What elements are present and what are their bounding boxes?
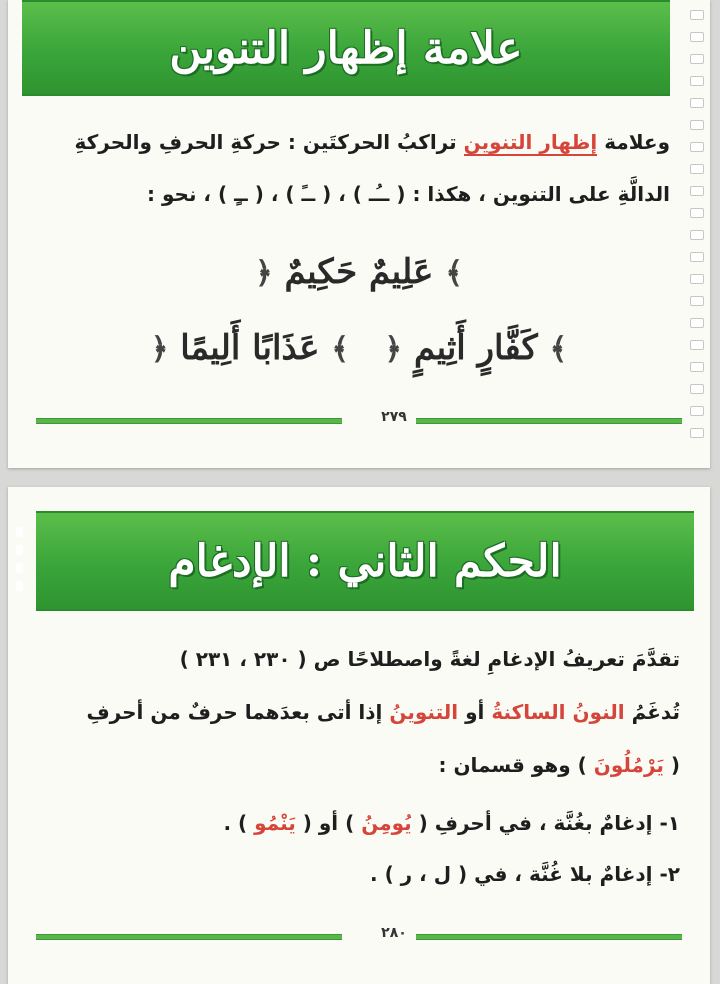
text-run: ٢- إدغامٌ بلا غُنَّة ، في ( ل ، ر ) . <box>370 862 680 886</box>
page-footer <box>36 409 682 428</box>
list-item <box>224 811 681 835</box>
text-run: إذا أتى بعدَهما حرفٌ من أحرفِ <box>86 700 383 724</box>
highlighted-term: النونُ الساكنةُ <box>491 700 625 724</box>
text-run: ) . <box>223 811 248 835</box>
page-280 <box>8 487 710 984</box>
ornament-bracket: ﴿ <box>384 332 403 367</box>
highlighted-term: التنوينُ <box>389 700 459 724</box>
paragraph-line <box>75 130 670 154</box>
quran-verse <box>8 252 710 292</box>
highlighted-term: إظهار التنوين <box>463 130 598 154</box>
text-run: الدالَّةِ على التنوين ، هكذا : ( ــُـ ) ، ( ــً ) ، ( ــٍ ) ، نحو : <box>147 182 670 206</box>
verse-text: عَلِيمٌ حَكِيمٌ <box>284 252 434 292</box>
highlighted-term: يَرْمُلُونَ <box>593 753 664 777</box>
chapter-banner <box>22 0 670 96</box>
footer-rule-left <box>36 418 342 424</box>
highlighted-term: يُومِنُ <box>361 811 412 835</box>
chapter-title: علامة إظهار التنوين <box>169 22 523 74</box>
ornament-bracket: ﴾ <box>445 256 463 291</box>
list-item <box>370 862 680 886</box>
text-run: ) أو ( <box>302 811 355 835</box>
page-number: ٢٧٩ <box>381 409 407 425</box>
text-run: ١- إدغامٌ بغُنَّة ، في أحرفِ ( <box>418 811 680 835</box>
paragraph-line <box>86 700 680 724</box>
text-run: ( <box>670 753 680 777</box>
text-run: ) وهو قسمان : <box>438 753 587 777</box>
quran-verses-row <box>8 328 710 368</box>
ornament-bracket: ﴿ <box>150 332 169 367</box>
page-footer <box>36 925 682 944</box>
text-run: أو <box>465 700 485 724</box>
page-279 <box>8 0 710 468</box>
highlighted-term: يَنْمُو <box>254 811 296 835</box>
verse-text: كَفَّارٍ أَثِيمٍ <box>413 328 538 368</box>
footer-rule-left <box>36 934 342 940</box>
footer-rule-right <box>416 934 682 940</box>
paragraph-line <box>439 753 681 777</box>
ornament-bracket: ﴿ <box>255 256 273 291</box>
chapter-title: الحكم الثاني : الإدغام <box>168 535 562 587</box>
paragraph-line <box>180 647 680 671</box>
text-run: تراكبُ الحركتَين : حركةِ الحرفِ والحركةِ <box>74 130 457 154</box>
text-run: تقدَّمَ تعريفُ الإدغامِ لغةً واصطلاحًا ص ( ٢٣٠ ، ٢٣١ ) <box>179 647 680 671</box>
binding-holes-left <box>8 487 30 984</box>
paragraph-line <box>147 182 670 206</box>
ornament-bracket: ﴾ <box>549 332 568 367</box>
page-number: ٢٨٠ <box>381 925 407 941</box>
text-run: تُدغَمُ <box>631 700 680 724</box>
ornament-bracket: ﴾ <box>331 332 349 367</box>
binding-holes-right <box>684 0 710 468</box>
verse-text: عَذَابًا أَلِيمًا <box>180 328 320 368</box>
chapter-banner <box>36 511 694 611</box>
footer-rule-right <box>416 418 682 424</box>
text-run: وعلامة <box>604 130 670 154</box>
